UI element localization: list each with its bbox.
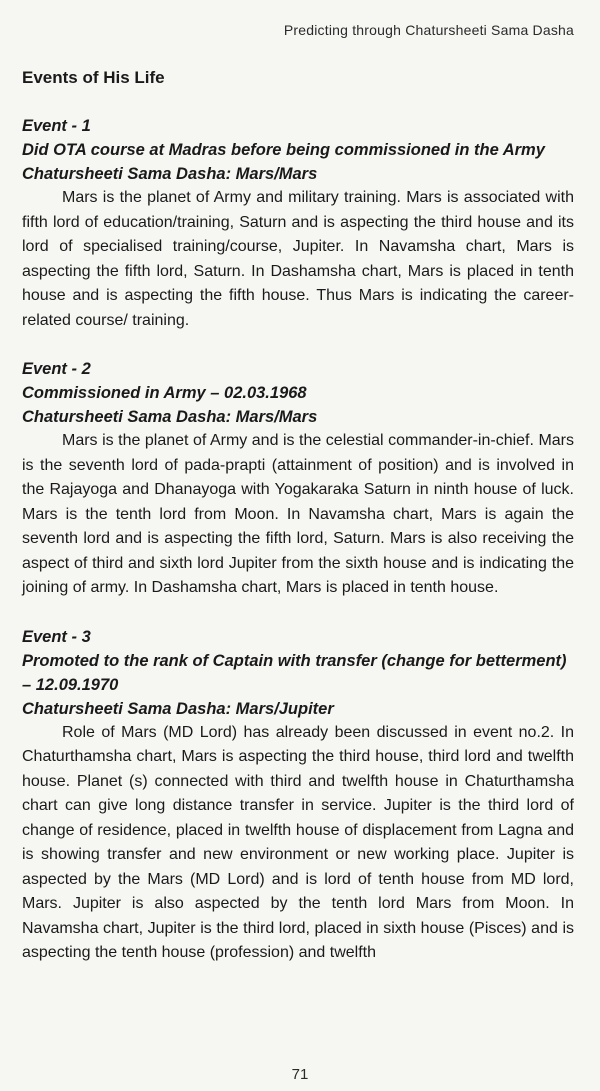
event-title: Promoted to the rank of Captain with transfer (change for betterment) – 12.09.1970 (22, 651, 567, 694)
event-label: Event - 3 (22, 627, 91, 646)
event-label: Event - 2 (22, 360, 91, 378)
event-block-1 (22, 114, 574, 333)
event-label: Event - 1 (22, 117, 91, 135)
page-number: 71 (291, 1066, 309, 1083)
event-title: Did OTA course at Madras before being commissioned in the Army (22, 141, 545, 159)
event-title: Commissioned in Army – 02.03.1968 (22, 384, 307, 402)
event-block-2 (22, 357, 574, 601)
event-dasha: Chatursheeti Sama Dasha: Mars/Jupiter (22, 699, 334, 718)
event-body: Mars is the planet of Army and military training. Mars is associated with fifth lord of education/training, Saturn and is aspecting the third house and its lord of specialised training/course, Jupiter. In Navamsha chart, Mars is aspecting the fifth lord, Saturn. In Dashamsha chart, Mars is placed in tenth house and is aspecting the fifth house. Thus Mars is indicating the career-related course/ training. (22, 189, 574, 329)
event-block-3 (22, 625, 574, 966)
event-dasha: Chatursheeti Sama Dasha: Mars/Mars (22, 408, 318, 426)
event-body: Role of Mars (MD Lord) has already been discussed in event no.2. In Chaturthamsha chart, Mars is aspecting the third house, third lord and twelfth house. Planet (s) connected with third and twelfth house in Chaturthamsha chart can give long distance transfer in service. Jupiter is the third lord of change of residence, placed in twelfth house of displacement from Lagna and is showing transfer and new environment or new working place. Jupiter is aspected by the Mars (MD Lord) and is lord of tenth house from MD lord, Mars. Jupiter is also aspected by the tenth lord Mars from Moon. In Navamsha chart, Jupiter is the third lord, placed in sixth house (Pisces) and is aspecting the tenth house (profession) and twelfth (22, 723, 574, 961)
event-dasha: Chatursheeti Sama Dasha: Mars/Mars (22, 165, 318, 183)
running-header: Predicting through Chatursheeti Sama Dasha (283, 22, 574, 38)
event-body: Mars is the planet of Army and is the celestial commander-in-chief. Mars is the seventh lord of pada-prapti (attainment of position) and is involved in the Rajayoga and Dhanayoga with Yogakaraka Saturn in ninth house of luck. Mars is the tenth lord from Moon. In Navamsha chart, Mars is again the seventh lord and is aspecting the fifth lord, Saturn. Mars is also receiving the aspect of third and sixth lord Jupiter from the sixth house and is indicating the joining of army. In Dashamsha chart, Mars is placed in tenth house. (22, 432, 574, 596)
section-title: Events of His Life (22, 68, 165, 87)
